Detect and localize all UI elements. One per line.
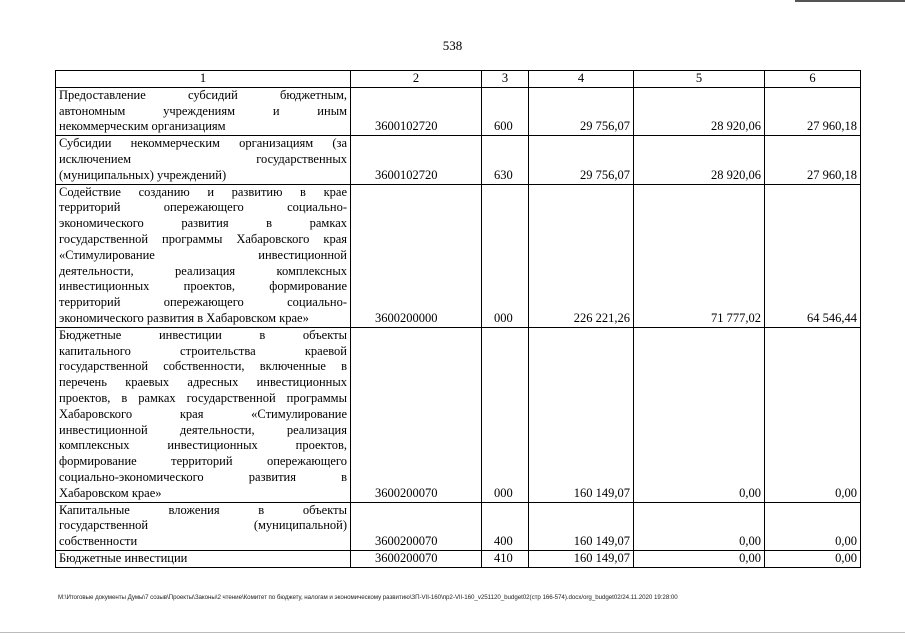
amount-col-5: 0,00 <box>634 550 765 567</box>
row-description <box>56 136 351 184</box>
amount-col-5: 28 920,06 <box>634 136 765 184</box>
description-line: «Стимулирование инвестиционной <box>59 247 347 262</box>
expense-type-code: 630 <box>482 136 529 184</box>
target-article-code: 3600200070 <box>351 327 482 502</box>
document-path-footer: M:\Итоговые документы Думы\7 созыв\Проекты\Законы\2 чтение\Комитет по бюджету, налогам и экономическому развитию\ЗП-VII-160\пр2-VII-160_v251120_budget02(стр 166-574).docx/org_budget02/24.11.2020 19:28:00 <box>58 594 678 601</box>
target-article-code: 3600200000 <box>351 184 482 327</box>
description-line: капитального строительства краевой <box>59 343 347 358</box>
amount-col-4: 29 756,07 <box>529 136 634 184</box>
expense-type-code: 400 <box>482 502 529 550</box>
bottom-edge-rule <box>0 632 905 633</box>
amount-col-6: 27 960,18 <box>765 87 861 135</box>
description-line: Бюджетные инвестиции в объекты <box>59 327 347 342</box>
description-line: некоммерческим организациям <box>59 119 226 134</box>
description-line: собственности <box>59 534 138 549</box>
target-article-code: 3600200070 <box>351 550 482 567</box>
table-row <box>56 136 861 184</box>
description-line: проектов, в рамках государственной программы <box>59 390 347 405</box>
amount-col-6: 0,00 <box>765 327 861 502</box>
description-line: комплексных инвестиционных проектов, <box>59 438 347 453</box>
description-line: Хабаровском крае» <box>59 485 162 500</box>
description-line: Субсидии некоммерческим организациям (за <box>59 136 347 151</box>
target-article-code: 3600102720 <box>351 136 482 184</box>
description-line: экономического развития в рамках <box>59 216 347 231</box>
amount-col-4: 160 149,07 <box>529 550 634 567</box>
description-line: государственной собственности, включенные в <box>59 359 347 374</box>
amount-col-4: 226 221,26 <box>529 184 634 327</box>
description-line: перечень краевых адресных инвестиционных <box>59 375 347 390</box>
description-line: исключением государственных <box>59 151 347 166</box>
amount-col-6: 0,00 <box>765 502 861 550</box>
description-line: деятельности, реализация комплексных <box>59 263 347 278</box>
row-description <box>56 87 351 135</box>
budget-table <box>55 70 861 568</box>
amount-col-4: 160 149,07 <box>529 327 634 502</box>
description-line: экономического развития в Хабаровском крае» <box>59 310 309 325</box>
expense-type-code: 000 <box>482 327 529 502</box>
description-line: Хабаровского края «Стимулирование <box>59 406 347 421</box>
description-line: государственной программы Хабаровского края <box>59 231 347 246</box>
expense-type-code: 600 <box>482 87 529 135</box>
description-line: Предоставление субсидий бюджетным, <box>59 87 347 102</box>
table-header-row <box>56 71 861 88</box>
description-line: Содействие созданию и развитию в крае <box>59 184 347 199</box>
expense-type-code: 000 <box>482 184 529 327</box>
description-line: государственной (муниципальной) <box>59 518 347 533</box>
row-description <box>56 327 351 502</box>
expense-type-code: 410 <box>482 550 529 567</box>
amount-col-5: 71 777,02 <box>634 184 765 327</box>
header-col-1: 1 <box>56 71 351 88</box>
target-article-code: 3600102720 <box>351 87 482 135</box>
amount-col-6: 64 546,44 <box>765 184 861 327</box>
amount-col-6: 27 960,18 <box>765 136 861 184</box>
description-line: инвестиционной деятельности, реализация <box>59 422 347 437</box>
header-col-2: 2 <box>351 71 482 88</box>
row-description <box>56 502 351 550</box>
page-number: 538 <box>442 38 463 53</box>
amount-col-4: 160 149,07 <box>529 502 634 550</box>
amount-col-5: 0,00 <box>634 327 765 502</box>
description-line: Бюджетные инвестиции <box>59 550 188 565</box>
table-row <box>56 550 861 567</box>
header-col-4: 4 <box>529 71 634 88</box>
table-row <box>56 184 861 327</box>
description-line: автономным учреждениям и иным <box>59 103 347 118</box>
description-line: (муниципальных) учреждений) <box>59 167 227 182</box>
description-line: Капитальные вложения в объекты <box>59 502 347 517</box>
description-line: инвестиционных проектов, формирование <box>59 279 347 294</box>
header-col-3: 3 <box>482 71 529 88</box>
amount-col-5: 0,00 <box>634 502 765 550</box>
description-line: территорий опережающего социально- <box>59 200 347 215</box>
table-row <box>56 327 861 502</box>
row-description <box>56 184 351 327</box>
amount-col-6: 0,00 <box>765 550 861 567</box>
description-line: формирование территорий опережающего <box>59 454 347 469</box>
description-line: территорий опережающего социально- <box>59 295 347 310</box>
header-col-6: 6 <box>765 71 861 88</box>
row-description <box>56 550 351 567</box>
table-row <box>56 87 861 135</box>
top-edge-rule <box>795 0 905 2</box>
target-article-code: 3600200070 <box>351 502 482 550</box>
description-line: социально-экономического развития в <box>59 469 347 484</box>
table-row <box>56 502 861 550</box>
amount-col-5: 28 920,06 <box>634 87 765 135</box>
header-col-5: 5 <box>634 71 765 88</box>
amount-col-4: 29 756,07 <box>529 87 634 135</box>
